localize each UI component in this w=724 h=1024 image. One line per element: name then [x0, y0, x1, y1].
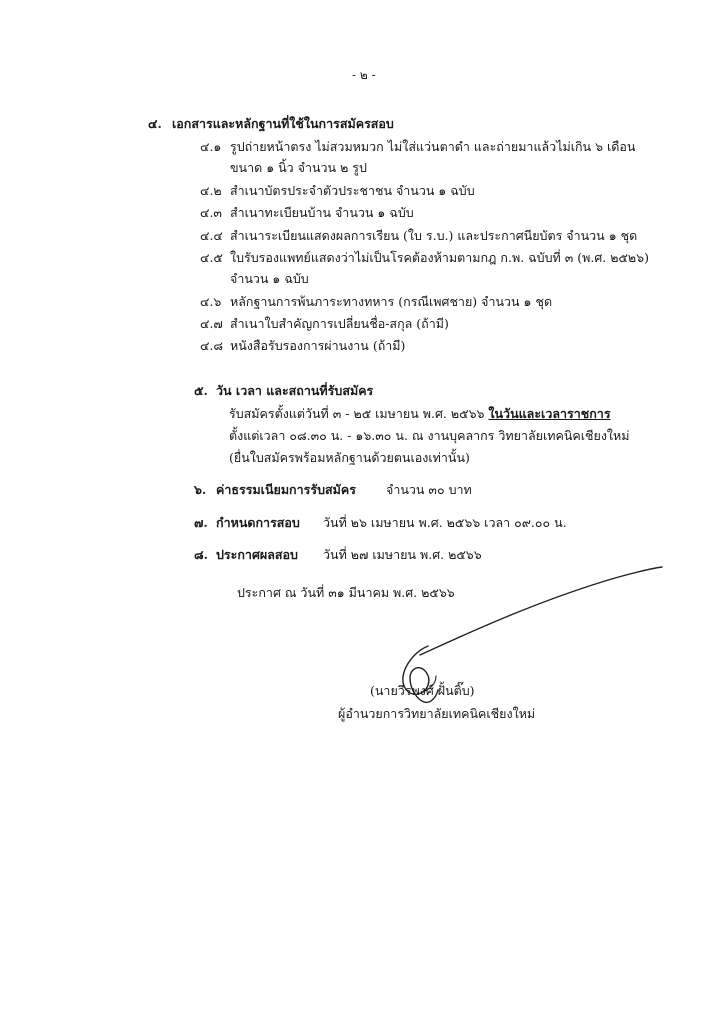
section-7-number: ๗.: [194, 515, 208, 530]
section-6-number: ๖.: [194, 482, 207, 497]
section-5-line-3: (ยื่นใบสมัครพร้อมหลักฐานด้วยตนเองเท่านั้น): [229, 450, 470, 465]
item-4-4-text: สำเนาระเบียนแสดงผลการเรียน (ใบ ร.บ.) และประกาศนียบัตร จำนวน ๑ ชุด: [230, 228, 638, 243]
item-4-7-text: สำเนาใบสำคัญการเปลี่ยนชื่อ-สกุล (ถ้ามี): [230, 316, 449, 331]
page-number: - ๒ -: [352, 68, 376, 82]
item-4-1-continuation: ขนาด ๑ นิ้ว จำนวน ๒ รูป: [230, 160, 367, 175]
section-5-title: วัน เวลา และสถานที่รับสมัคร: [216, 383, 374, 398]
item-4-2-number: ๔.๒: [200, 183, 222, 198]
section-5-line-2: ตั้งแต่เวลา ๐๘.๓๐ น. - ๑๖.๓๐ น. ณ งานบุคลากร วิทยาลัยเทคนิคเชียงใหม่: [229, 428, 630, 443]
section-4-number: ๔.: [148, 116, 162, 131]
item-4-3-number: ๔.๓: [200, 205, 222, 220]
section-6-title: ค่าธรรมเนียมการรับสมัคร: [216, 482, 356, 497]
item-4-3-text: สำเนาทะเบียนบ้าน จำนวน ๑ ฉบับ: [230, 205, 414, 220]
item-4-8-number: ๔.๘: [200, 338, 224, 353]
item-4-1-text: รูปถ่ายหน้าตรง ไม่สวมหมวก ไม่ใส่แว่นตาดำ และถ่ายมาแล้วไม่เกิน ๖ เดือน: [230, 139, 636, 154]
section-8-title: ประกาศผลสอบ: [216, 547, 298, 562]
signer-name: (นายวีรพงศ์ ฝั้นติ๊บ): [370, 683, 475, 698]
section-5-office-hours: ในวันและเวลาราชการ: [488, 406, 611, 421]
signer-title: ผู้อำนวยการวิทยาลัยเทคนิคเชียงใหม่: [338, 706, 536, 721]
section-5-line-1-text: รับสมัครตั้งแต่วันที่ ๓ - ๒๕ เมษายน พ.ศ. ๒๕๖๖: [229, 406, 489, 421]
item-4-6-text: หลักฐานการพ้นภาระทางทหาร (กรณีเพศชาย) จำนวน ๑ ชุด: [230, 294, 553, 309]
item-4-5-text: ใบรับรองแพทย์แสดงว่าไม่เป็นโรคต้องห้ามตามกฎ ก.พ. ฉบับที่ ๓ (พ.ศ. ๒๕๒๖): [230, 250, 649, 265]
announcement-date: ประกาศ ณ วันที่ ๓๑ มีนาคม พ.ศ. ๒๕๖๖: [237, 585, 455, 600]
item-4-2-text: สำเนาบัตรประจำตัวประชาชน จำนวน ๑ ฉบับ: [230, 183, 475, 198]
item-4-6-number: ๔.๖: [200, 294, 222, 309]
section-5-number: ๕.: [194, 383, 208, 398]
item-4-7-number: ๔.๗: [200, 316, 223, 331]
section-7-title: กำหนดการสอบ: [216, 515, 300, 530]
item-4-5-continuation: จำนวน ๑ ฉบับ: [230, 271, 309, 286]
section-8-value: วันที่ ๒๗ เมษายน พ.ศ. ๒๕๖๖: [323, 547, 482, 562]
item-4-5-number: ๔.๕: [200, 250, 223, 265]
item-4-4-number: ๔.๔: [200, 228, 223, 243]
section-7-value: วันที่ ๒๖ เมษายน พ.ศ. ๒๕๖๖ เวลา ๐๙.๐๐ น.: [323, 515, 567, 530]
section-8-number: ๘.: [194, 547, 208, 562]
section-6-value: จำนวน ๓๐ บาท: [386, 482, 472, 497]
section-4-title: เอกสารและหลักฐานที่ใช้ในการสมัครสอบ: [172, 116, 394, 131]
item-4-1-number: ๔.๑: [200, 139, 222, 154]
item-4-8-text: หนังสือรับรองการผ่านงาน (ถ้ามี): [230, 338, 406, 353]
